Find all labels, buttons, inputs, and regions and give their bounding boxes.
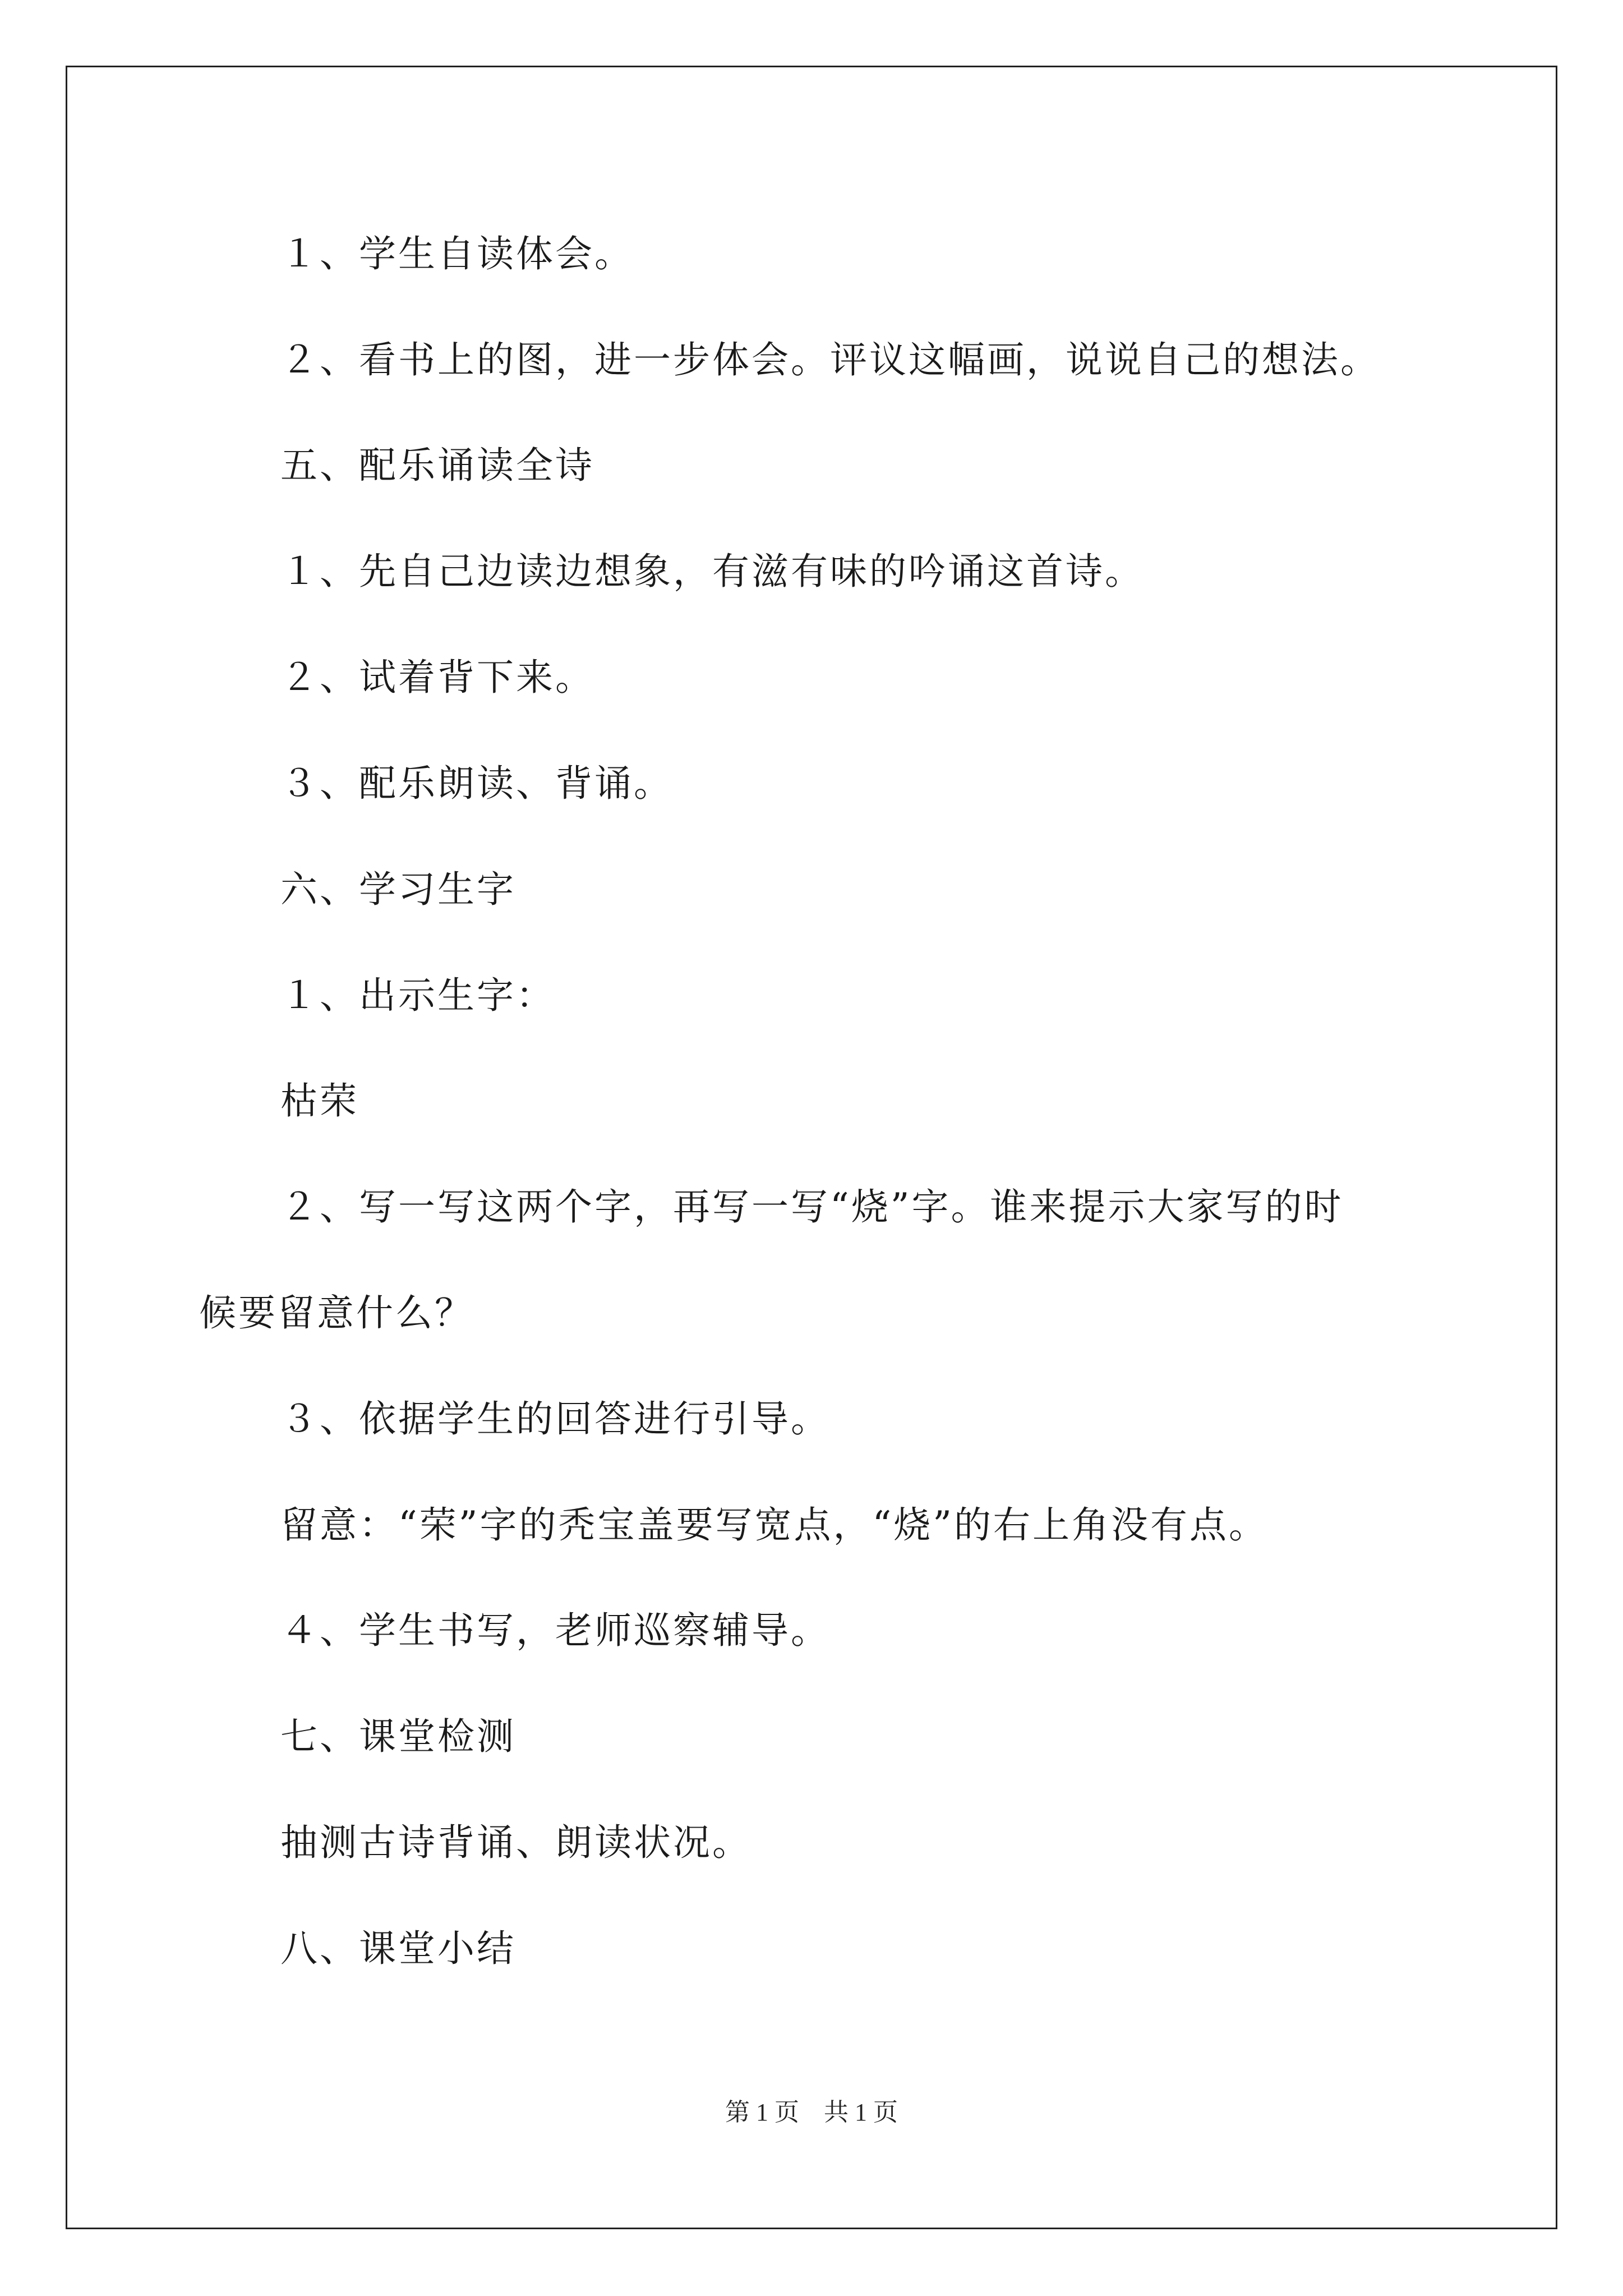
text-line: ４、学生书写，老师巡察辅导。 (280, 1609, 830, 1652)
text-line: ２、试着背下来。 (280, 656, 594, 699)
text-line: 候要留意什么？ (199, 1291, 474, 1335)
text-line: ３、依据学生的回答进行引导。 (280, 1397, 830, 1441)
section-heading: 八、课堂小结 (280, 1927, 516, 1970)
page-footer: 第 1 页 共 1 页 (725, 2099, 898, 2126)
section-heading: 六、学习生字 (280, 868, 516, 911)
section-heading: 五、配乐诵读全诗 (280, 444, 594, 487)
text-line: 枯荣 (280, 1079, 359, 1122)
section-heading: 七、课堂检测 (280, 1715, 516, 1758)
text-line: １、先自己边读边想象，有滋有味的吟诵这首诗。 (280, 550, 1144, 593)
text-line: 留意：“荣”字的秃宝盖要写宽点，“烧”的右上角没有点。 (280, 1503, 1268, 1547)
text-line: ２、写一写这两个字，再写一写“烧”字。谁来提示大家写的时 (280, 1185, 1344, 1228)
text-line: １、出示生字： (280, 974, 555, 1017)
text-line: 抽测古诗背诵、朗读状况。 (280, 1821, 751, 1864)
text-line: ３、配乐朗读、背诵。 (280, 762, 673, 805)
text-line: ２、看书上的图，进一步体会。评议这幅画，说说自己的想法。 (280, 338, 1380, 381)
text-line: １、学生自读体会。 (280, 232, 634, 275)
